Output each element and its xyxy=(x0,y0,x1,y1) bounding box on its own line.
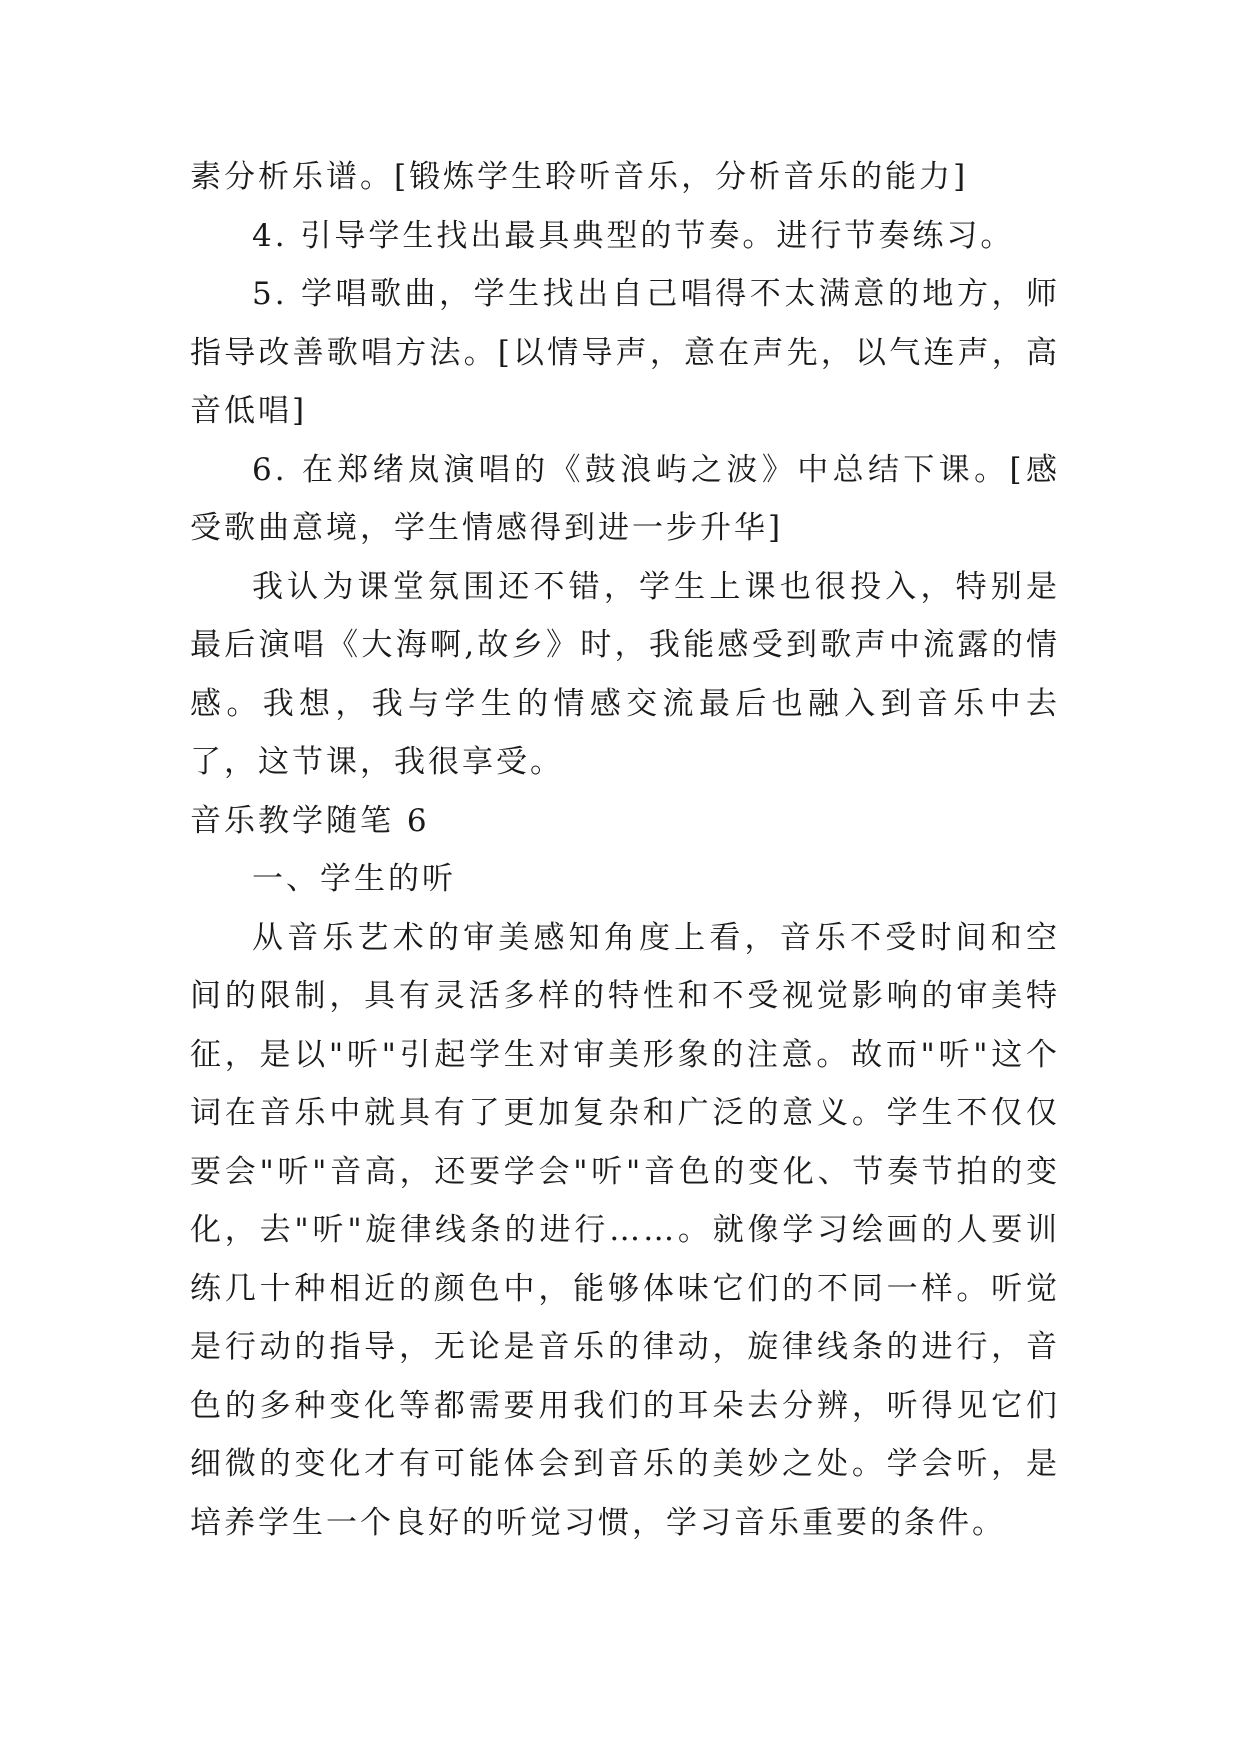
section-title: 音乐教学随笔 6 xyxy=(190,802,430,839)
paragraph-continuation: 素分析乐谱。[锻炼学生聆听音乐，分析音乐的能力] xyxy=(190,159,969,195)
subsection-heading: 一、学生的听 xyxy=(252,861,456,897)
paragraph-step-6: 6. 在郑绪岚演唱的《鼓浪屿之波》中总结下课。[感受歌曲意境，学生情感得到进一步升华] xyxy=(190,451,1060,546)
paragraph-listening: 从音乐艺术的审美感知角度上看，音乐不受时间和空间的限制，具有灵活多样的特性和不受视觉影响的审美特征，是以"听"引起学生对审美形象的注意。故而"听"这个词在音乐中就具有了更加复杂和广泛的意义。学生不仅仅要会"听"音高，还要学会"听"音色的变化、节奏节拍的变化，去"听"旋律线条的进行……。就像学习绘画的人要训练几十种相近的颜色中，能够体味它们的不同一样。听觉是行动的指导，无论是音乐的律动，旋律线条的进行，音色的多种变化等都需要用我们的耳朵去分辨，听得见它们细微的变化才有可能体会到音乐的美妙之处。学会听，是培养学生一个良好的听觉习惯，学习音乐重要的条件。 xyxy=(190,919,1060,1541)
paragraph-step-5: 5. 学唱歌曲，学生找出自己唱得不太满意的地方，师指导改善歌唱方法。[以情导声，意在声先，以气连声，高音低唱] xyxy=(190,276,1060,429)
document-body xyxy=(190,148,1060,1552)
paragraph-reflection: 我认为课堂氛围还不错，学生上课也很投入，特别是最后演唱《大海啊,故乡》时，我能感受到歌声中流露的情感。我想，我与学生的情感交流最后也融入到音乐中去了，这节课，我很享受。 xyxy=(190,568,1060,780)
paragraph-step-4: 4. 引导学生找出最具典型的节奏。进行节奏练习。 xyxy=(252,217,1015,254)
